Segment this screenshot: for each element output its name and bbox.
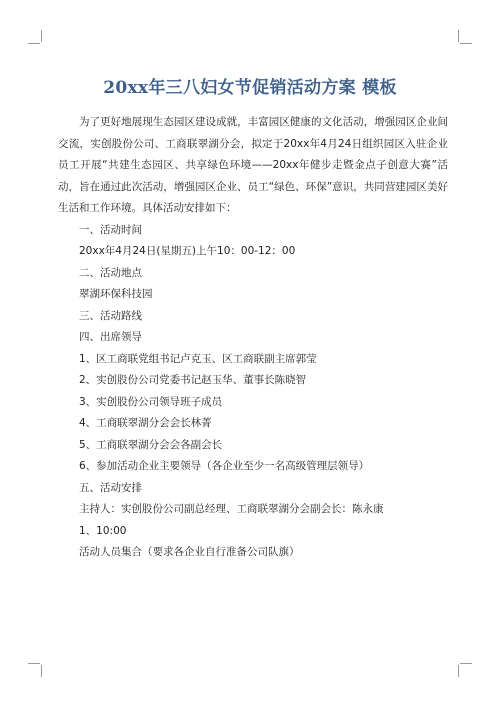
- plan-item-list: [58, 220, 448, 564]
- leader-item: 2、实创股份公司党委书记赵玉华、董事长陈晓智: [79, 374, 307, 386]
- host-line: 主持人：实创股份公司副总经理、工商联翠湖分会副会长：陈永康: [79, 503, 384, 515]
- leader-item: 5、工商联翠湖分会会各副会长: [79, 438, 223, 451]
- section-heading-location: 二、活动地点: [79, 266, 142, 279]
- event-location: 翠湖环保科技园: [79, 288, 153, 300]
- leader-item: 6、参加活动企业主要领导（各企业至少一名高级管理层领导）: [79, 460, 370, 472]
- document-title: 20xx年三八妇女节促销活动方案 模板: [103, 78, 397, 99]
- section-heading-route: 三、活动路线: [79, 309, 142, 322]
- crop-mark-bottom-right: [458, 663, 472, 677]
- document-body: [58, 112, 448, 564]
- leader-item: 1、区工商联党组书记卢克玉、区工商联副主席郭莹: [79, 352, 317, 365]
- crop-mark-bottom-left: [28, 663, 42, 677]
- leader-item: 3、实创股份公司领导班子成员: [79, 395, 223, 408]
- section-heading-leaders: 四、出席领导: [79, 331, 142, 343]
- crop-mark-top-left: [28, 30, 42, 44]
- intro-paragraph: 为了更好地展现生态园区建设成就，丰富园区健康的文化活动，增强园区企业间交流，实创股份公司、工商联翠湖分会，拟定于20xx年4月24日组织园区入驻企业员工开展“共建生态园区、共享绿色环境——20xx年健步走暨金点子创意大赛”活动，旨在通过此次活动，增强园区企业、员工“绿色、环保”意识，共同营建园区美好生活和工作环境。具体活动安排如下：: [58, 116, 448, 214]
- event-time: 20xx年4月24日(星期五)上午10：00-12：00: [79, 245, 296, 257]
- section-heading-time: 一、活动时间: [79, 223, 142, 236]
- section-heading-schedule: 五、活动安排: [79, 481, 142, 494]
- schedule-description: 活动人员集合（要求各企业自行准备公司队旗）: [79, 546, 300, 558]
- leader-item: 4、工商联翠湖分会会长林菁: [79, 417, 212, 429]
- crop-mark-top-right: [458, 30, 472, 44]
- schedule-time: 1、10:00: [79, 524, 127, 537]
